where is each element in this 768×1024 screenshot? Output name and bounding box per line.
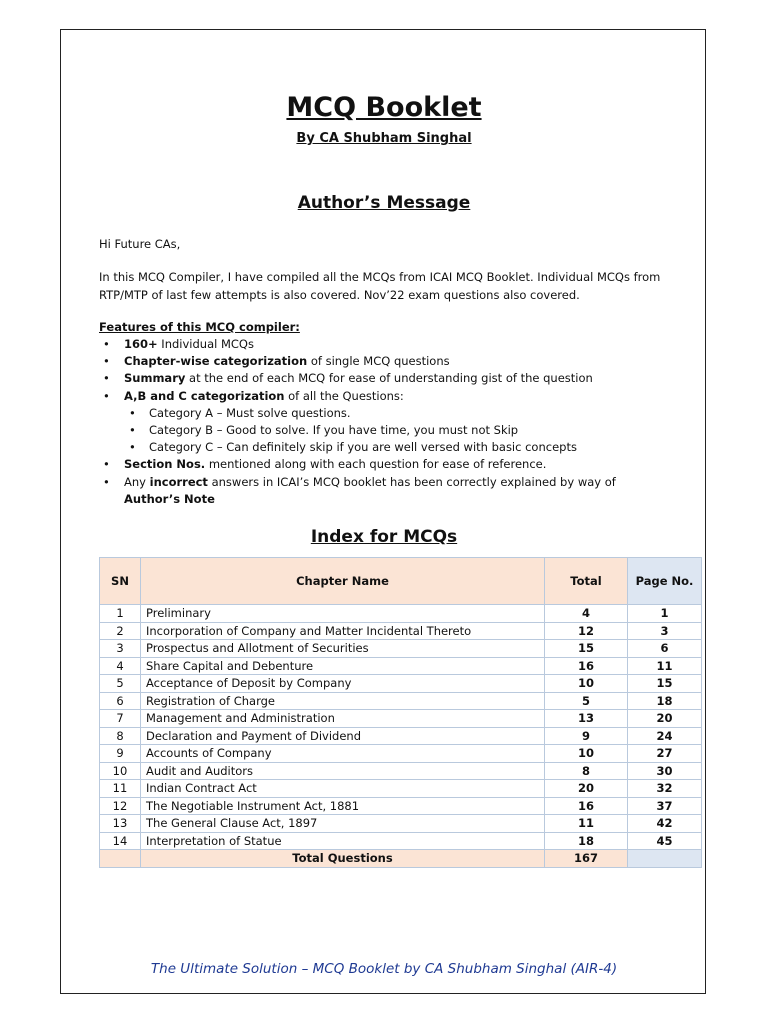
table-row: 7 Management and Administration 13 20 (100, 710, 702, 728)
table-row: 4 Share Capital and Debenture 16 11 (100, 657, 702, 675)
column-header-total: Total (545, 558, 628, 605)
table-row: 6 Registration of Charge 5 18 (100, 692, 702, 710)
intro-paragraph: In this MCQ Compiler, I have compiled all the MCQs from ICAI MCQ Booklet. Individual MCQs from RTP/MTP of last few attempts is also covered. Nov’22 exam questions also covered. (99, 270, 661, 302)
table-row: 13 The General Clause Act, 1897 11 42 (100, 815, 702, 833)
page-footer: The Ultimate Solution – MCQ Booklet by CA Shubham Singhal (AIR-4) (150, 961, 618, 977)
column-header-chapter: Chapter Name (141, 558, 545, 605)
column-header-page: Page No. (628, 558, 702, 605)
table-row: 1 Preliminary 4 1 (100, 605, 702, 623)
table-header-row (100, 558, 702, 605)
features-heading: Features of this MCQ compiler: (99, 320, 300, 334)
feature-item: • Summary at the end of each MCQ for ease of understanding gist of the question (99, 370, 674, 387)
table-row: 11 Indian Contract Act 20 32 (100, 780, 702, 798)
author-byline: By CA Shubham Singhal (296, 131, 472, 146)
index-table (99, 557, 702, 868)
table-row: 12 The Negotiable Instrument Act, 1881 16 37 (100, 797, 702, 815)
category-item: • Category B – Good to solve. If you have time, you must not Skip (124, 422, 674, 439)
greeting-text: Hi Future CAs, (99, 237, 181, 251)
category-item: • Category A – Must solve questions. (124, 405, 674, 422)
total-row (100, 850, 702, 868)
feature-item: • 160+ Individual MCQs (99, 336, 674, 353)
table-row: 9 Accounts of Company 10 27 (100, 745, 702, 763)
feature-item: • Section Nos. mentioned along with each question for ease of reference. (99, 456, 674, 473)
feature-item: • Chapter-wise categorization of single MCQ questions (99, 353, 674, 370)
category-sublist (124, 405, 674, 457)
authors-message-heading: Author’s Message (297, 193, 471, 213)
feature-item: • Any incorrect answers in ICAI’s MCQ booklet has been correctly explained by way of Author’s Note (99, 474, 674, 508)
total-label: Total Questions (141, 850, 545, 868)
table-row: 3 Prospectus and Allotment of Securities 15 6 (100, 640, 702, 658)
table-row: 5 Acceptance of Deposit by Company 10 15 (100, 675, 702, 693)
category-item: • Category C – Can definitely skip if you are well versed with basic concepts (124, 439, 674, 456)
index-heading: Index for MCQs (310, 527, 458, 547)
features-list (99, 336, 674, 508)
document-title: MCQ Booklet (286, 92, 482, 123)
table-row: 2 Incorporation of Company and Matter Incidental Thereto 12 3 (100, 622, 702, 640)
table-row: 8 Declaration and Payment of Dividend 9 24 (100, 727, 702, 745)
table-row: 14 Interpretation of Statue 18 45 (100, 832, 702, 850)
total-value: 167 (545, 850, 628, 868)
table-row: 10 Audit and Auditors 8 30 (100, 762, 702, 780)
column-header-sn: SN (100, 558, 141, 605)
feature-item: • A,B and C categorization of all the Questions: • Category A – Must solve questions. • Category B – Good to solve. If you have time, you must not Skip • Category C – Can definitely skip if you are well versed with basic concepts (99, 388, 674, 457)
